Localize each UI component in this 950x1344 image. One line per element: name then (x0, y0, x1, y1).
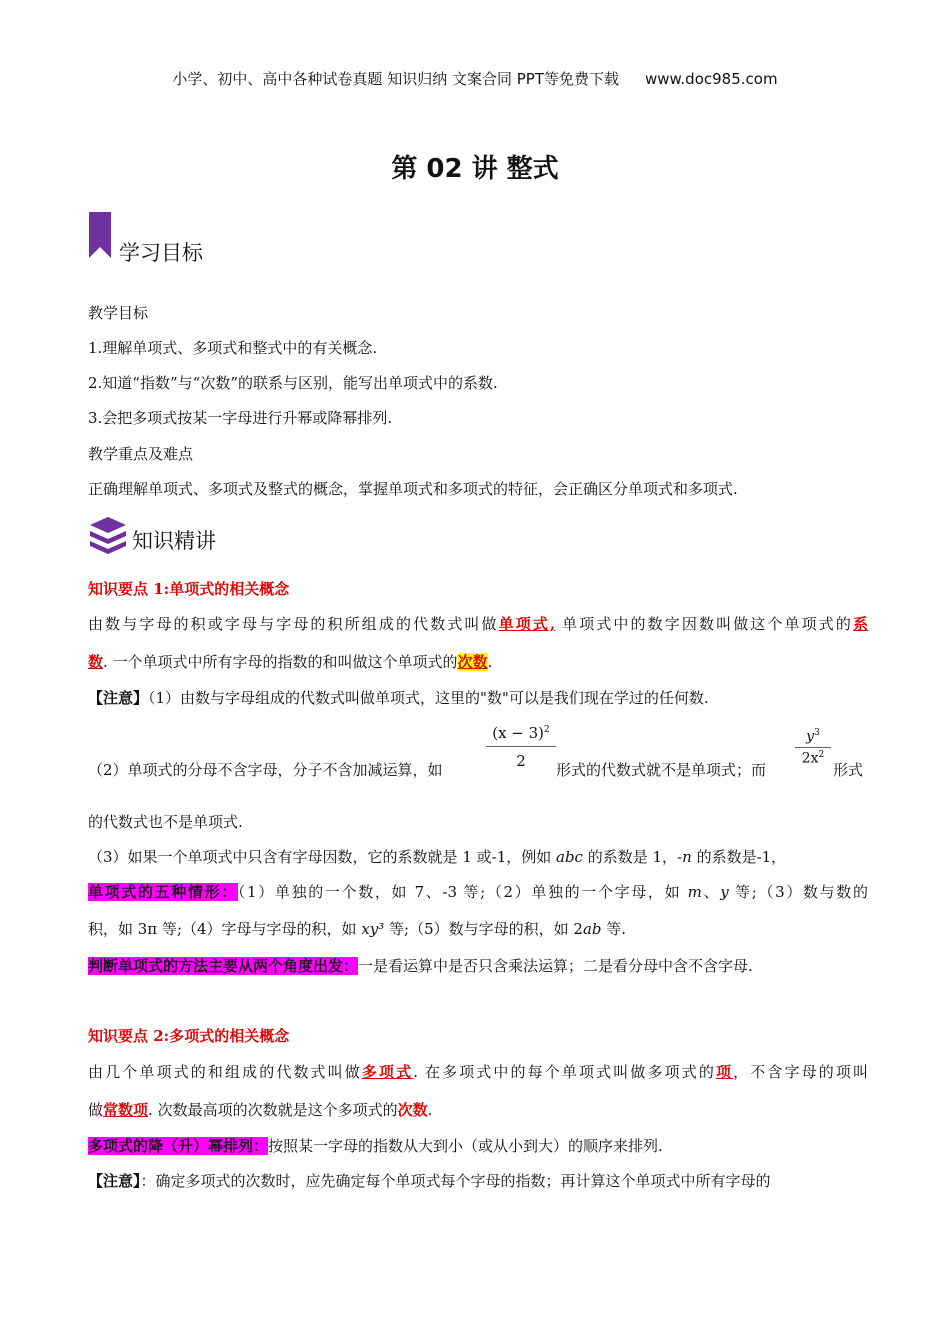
order-label: 多项式的降（升）幂排列： (88, 1137, 269, 1155)
text: . (427, 1101, 433, 1119)
term-poly-degree: 次数 (397, 1101, 428, 1119)
kp1-definition-line1 (88, 614, 868, 634)
term-monomial: 单项式, (498, 615, 556, 633)
text: （1）单独的一个数，如 7、-3 等;（2）单独的一个字母，如 (237, 883, 688, 901)
note-label: 【注意】 (88, 689, 149, 707)
header-url[interactable]: www.doc985.com (644, 70, 778, 88)
five-cases-label: 单项式的五种情形： (88, 883, 238, 901)
goal-line: 教学重点及难点 (88, 445, 194, 463)
section-heading-knowledge: 知识精讲 (132, 529, 216, 553)
bookmark-icon (89, 212, 111, 258)
goal-line: 3.会把多项式按某一字母进行升幂或降幂排列. (88, 409, 393, 427)
text: （3）如果一个单项式中只含有字母因数，它的系数就是 1 或-1，例如 (88, 848, 557, 866)
note-label: 【注意】 (88, 1172, 141, 1190)
frac-numerator: (x − 3) (492, 724, 545, 742)
text: . 在多项式中的每个单项式叫做多项式的 (413, 1063, 716, 1081)
text: 做 (88, 1101, 104, 1119)
text: 由数与字母的积或字母与字母的积所组成的代数式叫做 (88, 615, 499, 633)
term-degree: 次数 (457, 653, 488, 671)
goal-line: 2.知道“指数”与“次数”的联系与区别，能写出单项式中的系数. (88, 374, 498, 392)
frac-numerator: y (806, 728, 815, 745)
text: . 次数最高项的次数就是这个多项式的 (148, 1101, 398, 1119)
math-var: n (682, 848, 692, 866)
term-polynomial: 多项式 (361, 1063, 414, 1081)
text: 按照某一字母的指数从大到小（或从小到大）的顺序来排列. (268, 1137, 663, 1155)
page-header (0, 68, 950, 89)
frac-exponent: 2 (818, 749, 825, 760)
text: 由几个单项式的和组成的代数式叫做 (88, 1063, 362, 1081)
kp1-note3 (88, 847, 868, 867)
text: . 一个单项式中所有字母的指数的和叫做这个单项式的 (103, 653, 458, 671)
kp1-five-cases-line1 (88, 882, 868, 902)
math-var: m (687, 883, 702, 901)
math-var: abc (556, 848, 583, 866)
text: 的系数是 1，- (582, 848, 683, 866)
section-heading-learning-goals: 学习目标 (119, 241, 203, 265)
kp2-note (88, 1171, 868, 1191)
kp2-title: 知识要点 2:多项式的相关概念 (88, 1027, 290, 1045)
text: （2）单项式的分母不含字母，分子不含加减运算，如 (88, 761, 443, 779)
math-var: xy³ (361, 920, 385, 938)
text: （1）由数与字母组成的代数式叫做单项式，这里的"数"可以是我们现在学过的任何数. (148, 689, 709, 707)
math-var: ab (582, 920, 602, 938)
goal-line: 教学目标 (88, 304, 149, 322)
judge-label: 判断单项式的方法主要从两个角度出发： (88, 957, 359, 975)
term-constant: 常数项 (103, 1101, 149, 1119)
kp1-note2-mid: 形式的代数式就不是单项式；而 (556, 761, 767, 779)
text: ：确定多项式的次数时，应先确定每个单项式每个字母的指数；再计算这个单项式中所有字母的 (140, 1172, 771, 1190)
text: ，不含字母的项叫 (733, 1063, 868, 1081)
goal-line: 正确理解单项式、多项式及整式的概念，掌握单项式和多项式的特征，会正确区分单项式和多项式. (88, 480, 738, 498)
text: 一是看运算中是否只含乘法运算；二是看分母中含不含字母. (358, 957, 753, 975)
math-var: y (720, 883, 729, 901)
term-item: 项 (716, 1063, 734, 1081)
frac-denominator: 2x (801, 750, 819, 767)
text: 、 (701, 883, 721, 901)
frac-exponent: 3 (814, 728, 820, 738)
text: 的系数是-1， (691, 848, 787, 866)
term-coefficient: 系 (852, 615, 868, 633)
fraction-x-minus-3-squared-over-2 (486, 724, 556, 770)
fraction-y-cubed-over-2x-squared (795, 728, 831, 766)
kp1-definition-line2 (88, 652, 868, 672)
text: 积，如 3π 等;（4）字母与字母的积，如 (88, 920, 362, 938)
kp2-order (88, 1136, 868, 1156)
kp1-title: 知识要点 1:单项式的相关概念 (88, 580, 290, 598)
kp1-five-cases-line2 (88, 919, 868, 939)
kp1-note2-line2: 的代数式也不是单项式. (88, 813, 243, 831)
term-coefficient-end: 数 (88, 653, 104, 671)
page-title: 第 02 讲 整式 (391, 154, 559, 184)
goal-line: 1.理解单项式、多项式和整式中的有关概念. (88, 339, 378, 357)
text: . (487, 653, 493, 671)
kp1-judge (88, 956, 868, 976)
text: 等;（3）数与数的 (728, 883, 868, 901)
text: 等. (601, 920, 627, 938)
frac-denominator: 2 (516, 752, 526, 770)
frac-exponent: 2 (544, 725, 550, 735)
kp1-note2-end: 形式 (833, 761, 864, 779)
kp1-note1 (88, 688, 868, 708)
book-stack-icon (88, 515, 128, 555)
kp2-definition-line1 (88, 1062, 868, 1082)
header-text: 小学、初中、高中各种试卷真题 知识归纳 文案合同 PPT等免费下载 (172, 70, 619, 88)
kp2-definition-line2 (88, 1100, 868, 1120)
text: 单项式中的数字因数叫做这个单项式的 (555, 615, 853, 633)
text: 等;（5）数与字母的积，如 2 (384, 920, 583, 938)
